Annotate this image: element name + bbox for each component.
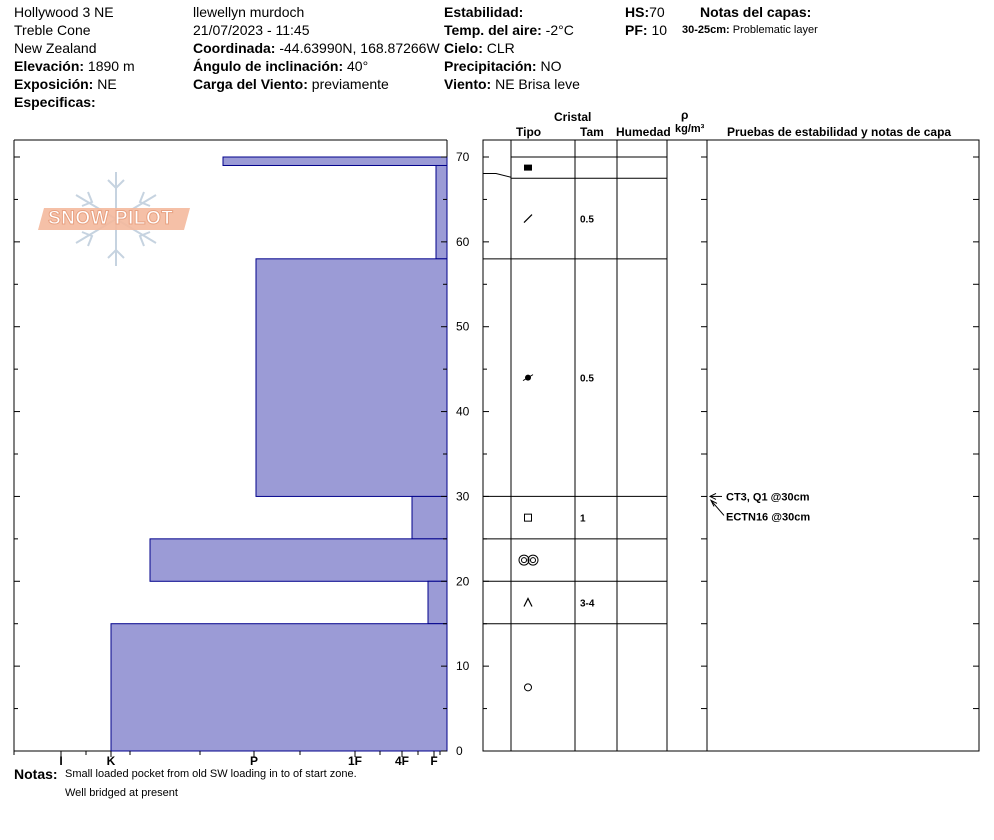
col-density-unit: kg/m³ (675, 123, 705, 135)
aspect-value: NE (97, 76, 117, 92)
pf-label: PF: (625, 22, 648, 38)
depth-label-40: 40 (456, 404, 470, 419)
col-tipo: Tipo (516, 125, 542, 139)
hardness-bar-5 (428, 581, 447, 623)
layer-note-text: Problematic layer (732, 24, 818, 36)
depth-label-20: 20 (456, 574, 470, 589)
pf-value: 10 (651, 22, 668, 38)
crystal-table-frame (483, 140, 979, 751)
col-humedad: Humedad (616, 125, 671, 139)
notes-line-2: Well bridged at present (65, 787, 178, 799)
col-cristal: Cristal (554, 110, 592, 124)
hardness-label-I: I (59, 754, 63, 768)
depth-label-50: 50 (456, 319, 470, 334)
crystal-size-5: 3-4 (580, 598, 595, 610)
wind-value: NE Brisa leve (495, 76, 580, 92)
incline-label: Ángulo de inclinación: (193, 58, 344, 74)
hs-value: 70 (649, 4, 665, 20)
hardness-bar-2 (256, 259, 447, 497)
crystal-melt-forms-icon (519, 555, 538, 565)
hardness-label-K: K (106, 754, 116, 768)
crystal-depth-hoar-icon (524, 599, 532, 607)
melt-inner-0 (522, 558, 527, 563)
crystal-size-1: 0.5 (580, 214, 594, 226)
country-name: New Zealand (14, 40, 97, 56)
col-tests: Pruebas de estabilidad y notas de capa (727, 125, 952, 139)
air-temp-value: -2°C (545, 22, 574, 38)
hardness-bar-3 (412, 496, 447, 538)
area-name: Treble Cone (14, 22, 91, 38)
sky-value: CLR (486, 40, 515, 56)
depth-label-0: 0 (456, 744, 463, 758)
logo-text: SNOW PILOT (48, 208, 174, 229)
specifics-label: Especificas: (14, 94, 96, 110)
crystal-melt-freeze-crust-icon (524, 165, 532, 171)
air-temp-label: Temp. del aire: (444, 22, 542, 38)
datetime: 21/07/2023 - 11:45 (193, 22, 310, 38)
hardness-bar-4 (150, 539, 447, 581)
hardness-label-F: F (430, 754, 438, 768)
wind-load-label: Carga del Viento: (193, 76, 308, 92)
crystal-size-3: 1 (580, 513, 586, 525)
notes-line-1: Small loaded pocket from old SW loading in to of start zone. (65, 768, 357, 780)
crystal-rounded-grains-icon (523, 375, 533, 381)
hardness-bar-6 (111, 624, 447, 751)
hardness-label-P: P (249, 754, 259, 768)
notes-label: Notas: (14, 766, 58, 782)
test-arrow-line-1 (711, 500, 724, 515)
aspect-label: Exposición: (14, 76, 94, 92)
elevation-value: 1890 m (87, 58, 135, 74)
coord-value: -44.63990N, 168.87266W (279, 40, 440, 56)
hardness-label-1F: 1F (347, 754, 363, 768)
col-tam: Tam (580, 125, 604, 139)
depth-label-30: 30 (456, 489, 470, 504)
col-rho: ρ (681, 108, 689, 122)
crystal-faceted-crystals-icon (525, 514, 532, 521)
melt-inner-1 (531, 558, 536, 563)
test-label-1: ECTN16 @30cm (726, 511, 811, 524)
hardness-bar-0 (223, 157, 447, 165)
connector-top (483, 173, 511, 177)
precip-value: NO (540, 58, 562, 74)
location-name: Hollywood 3 NE (14, 4, 114, 20)
layer-notes-label: Notas del capas: (700, 4, 812, 20)
crystal-size-2: 0.5 (580, 373, 594, 385)
layer-note-range: 30-25cm: (682, 24, 730, 36)
hs-label: HS: (625, 4, 650, 20)
wind-load-value: previamente (311, 76, 389, 92)
sky-label: Cielo: (444, 40, 483, 56)
hardness-label-4F: 4F (394, 754, 410, 768)
test-label-0: CT3, Q1 @30cm (726, 491, 810, 504)
incline-value: 40° (347, 58, 369, 74)
hardness-bar-1 (436, 165, 447, 258)
depth-label-70: 70 (456, 150, 470, 164)
crystal-round-icon (525, 684, 532, 691)
wind-label: Viento: (444, 76, 492, 92)
stability-label: Estabilidad: (444, 4, 524, 20)
crystal-precipitation-particles-icon (524, 215, 532, 223)
depth-label-60: 60 (456, 234, 470, 249)
observer: llewellyn murdoch (193, 4, 305, 20)
precip-label: Precipitación: (444, 58, 537, 74)
elevation-label: Elevación: (14, 58, 85, 74)
coord-label: Coordinada: (193, 40, 276, 56)
depth-label-10: 10 (456, 659, 470, 674)
